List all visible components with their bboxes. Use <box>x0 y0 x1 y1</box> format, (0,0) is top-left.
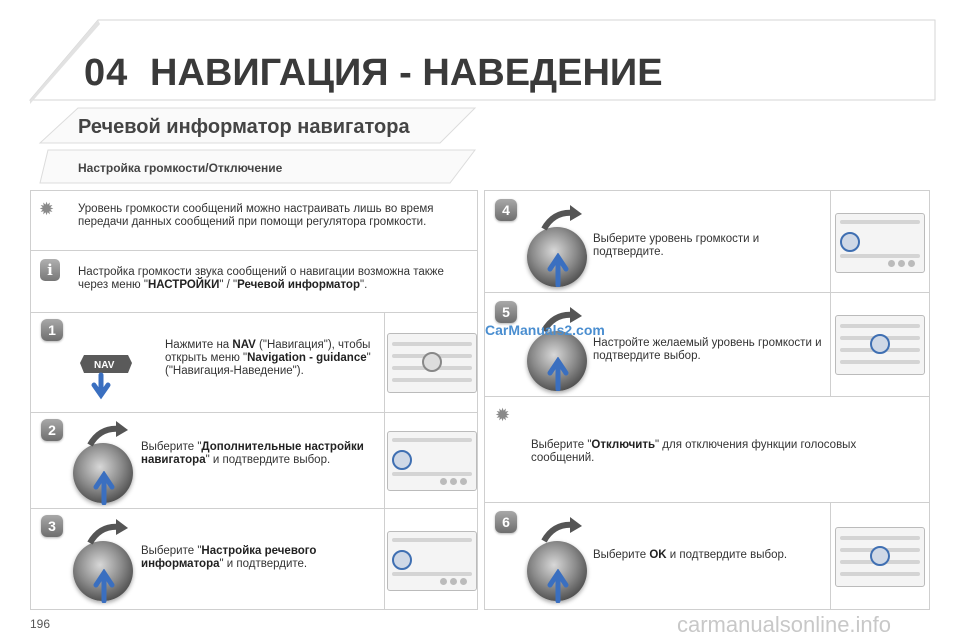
nav-button-icon <box>76 333 146 403</box>
push-arrow-icon <box>91 569 117 603</box>
site-watermark: carmanualsonline.info <box>677 612 892 637</box>
info-text: Настройка громкости звука сообщений о навигации возможна также через меню "НАСТРОЙКИ" / "Речевой информатор". <box>78 266 444 291</box>
step-2-text: Выберите "Дополнительные настройки навигатора" и подтвердите выбор. <box>141 441 364 466</box>
radio-unit-image <box>835 213 925 273</box>
step-4-radio-panel <box>830 190 930 294</box>
tip-panel-volume <box>30 190 478 252</box>
chapter-title: НАВИГАЦИЯ - НАВЕДЕНИЕ <box>150 52 663 94</box>
svg-text:NAV: NAV <box>94 360 115 371</box>
radio-unit-image <box>835 527 925 587</box>
step-6-badge: 6 <box>495 511 517 533</box>
push-arrow-icon <box>545 569 571 603</box>
radio-unit-image <box>387 333 477 393</box>
rotate-arrow-icon <box>86 421 130 449</box>
rotate-arrow-icon <box>540 517 584 545</box>
tip-panel-disable <box>484 396 930 504</box>
step-5-text: Настройте желаемый уровень громкости и подтвердите выбор. <box>593 337 822 362</box>
rotate-arrow-icon <box>540 205 584 233</box>
info-icon: i <box>40 259 60 281</box>
step-3-badge: 3 <box>41 515 63 537</box>
step-3-text: Выберите "Настройка речевого информатора" и подтвердите. <box>141 545 317 570</box>
sun-tip-icon: ✹ <box>495 405 511 425</box>
step-2-panel <box>30 412 386 510</box>
step-4-text: Выберите уровень громкости и подтвердите. <box>593 233 760 258</box>
step-1-text: Нажмите на NAV ("Навигация"), чтобы открыть меню "Navigation - guidance" ("Навигация-Наведение"). <box>165 339 371 377</box>
info-panel <box>30 250 478 314</box>
radio-unit-image <box>387 531 477 591</box>
step-2-badge: 2 <box>41 419 63 441</box>
radio-unit-image <box>387 431 477 491</box>
step-6-panel <box>484 502 832 610</box>
step-4-badge: 4 <box>495 199 517 221</box>
step-4-panel <box>484 190 832 294</box>
tip-disable-text: Выберите "Отключить" для отключения функции голосовых сообщений. <box>531 439 857 464</box>
push-arrow-icon <box>91 471 117 505</box>
step-5-badge: 5 <box>495 301 517 323</box>
push-arrow-icon <box>545 357 571 391</box>
step-6-radio-panel <box>830 502 930 610</box>
sub-title: Настройка громкости/Отключение <box>78 161 283 175</box>
step-2-radio-panel <box>384 412 478 510</box>
section-title: Речевой информатор навигатора <box>78 116 410 138</box>
step-3-panel <box>30 508 386 610</box>
rotate-arrow-icon <box>86 519 130 547</box>
chapter-number: 04 <box>84 52 129 94</box>
radio-unit-image <box>835 315 925 375</box>
page-number: 196 <box>30 617 51 631</box>
step-5-panel <box>484 292 832 398</box>
step-1-panel <box>30 312 386 414</box>
step-1-badge: 1 <box>41 319 63 341</box>
step-6-text: Выберите OK и подтвердите выбор. <box>593 549 788 561</box>
step-3-radio-panel <box>384 508 478 610</box>
step-5-radio-panel <box>830 292 930 398</box>
push-arrow-icon <box>545 253 571 287</box>
tip-text: Уровень громкости сообщений можно настраивать лишь во время передачи данных сообщений при помощи регулятора громкости. <box>78 203 434 228</box>
step-1-radio-panel <box>384 312 478 414</box>
sun-tip-icon: ✹ <box>39 199 55 219</box>
watermark: CarManuals2.com <box>485 322 605 338</box>
